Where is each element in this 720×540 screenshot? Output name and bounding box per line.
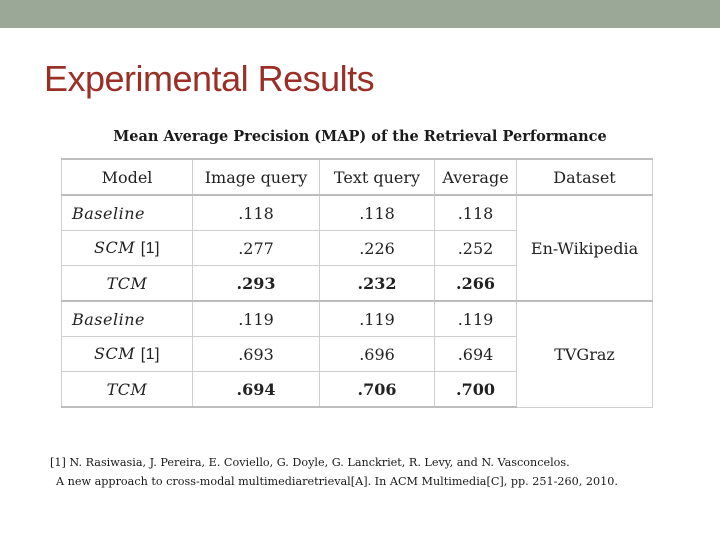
average-cell: .252 bbox=[435, 231, 517, 266]
header-model: Model bbox=[62, 159, 193, 195]
average-cell: .700 bbox=[435, 372, 517, 408]
table-header-row bbox=[62, 159, 653, 195]
image-query-cell: .277 bbox=[193, 231, 320, 266]
header-text-query: Text query bbox=[320, 159, 435, 195]
citation-marker: [1] bbox=[140, 240, 160, 257]
model-cell: Baseline bbox=[62, 195, 193, 231]
model-cell: TCM bbox=[62, 372, 193, 408]
text-query-cell: .119 bbox=[320, 301, 435, 337]
header-image-query: Image query bbox=[193, 159, 320, 195]
dataset-cell: TVGraz bbox=[517, 301, 653, 407]
average-cell: .694 bbox=[435, 337, 517, 372]
reference-footnote bbox=[50, 453, 710, 491]
average-cell: .266 bbox=[435, 266, 517, 302]
model-name: SCM bbox=[94, 238, 136, 257]
text-query-cell: .118 bbox=[320, 195, 435, 231]
table-row bbox=[62, 195, 653, 231]
model-cell bbox=[62, 231, 193, 266]
image-query-cell: .119 bbox=[193, 301, 320, 337]
image-query-cell: .693 bbox=[193, 337, 320, 372]
model-cell: Baseline bbox=[62, 301, 193, 337]
header-dataset: Dataset bbox=[517, 159, 653, 195]
slide-title: Experimental Results bbox=[44, 58, 375, 99]
text-query-cell: .226 bbox=[320, 231, 435, 266]
model-name: SCM bbox=[94, 344, 136, 363]
citation-marker: [1] bbox=[140, 346, 160, 363]
text-query-cell: .232 bbox=[320, 266, 435, 302]
dataset-cell: En-Wikipedia bbox=[517, 195, 653, 301]
image-query-cell: .118 bbox=[193, 195, 320, 231]
top-decorative-band bbox=[0, 0, 720, 28]
model-cell bbox=[62, 337, 193, 372]
reference-line-1: [1] N. Rasiwasia, J. Pereira, E. Coviello, G. Doyle, G. Lanckriet, R. Levy, and N. Vasconcelos. bbox=[50, 456, 570, 469]
reference-line-2: A new approach to cross-modal multimediaretrieval[A]. In ACM Multimedia[C], pp. 251-260, 2010. bbox=[56, 475, 618, 488]
header-average: Average bbox=[435, 159, 517, 195]
table-row bbox=[62, 301, 653, 337]
text-query-cell: .696 bbox=[320, 337, 435, 372]
table-caption: Mean Average Precision (MAP) of the Retrieval Performance bbox=[113, 128, 607, 145]
model-cell: TCM bbox=[62, 266, 193, 302]
results-table bbox=[61, 158, 653, 408]
image-query-cell: .694 bbox=[193, 372, 320, 408]
average-cell: .118 bbox=[435, 195, 517, 231]
average-cell: .119 bbox=[435, 301, 517, 337]
image-query-cell: .293 bbox=[193, 266, 320, 302]
text-query-cell: .706 bbox=[320, 372, 435, 408]
